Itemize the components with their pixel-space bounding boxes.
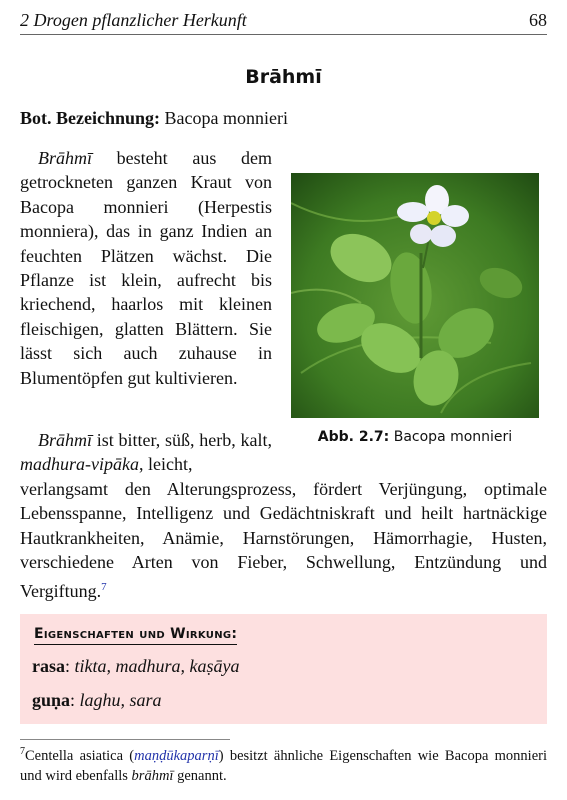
bacopa-photo <box>291 173 539 418</box>
description-paragraph <box>20 146 272 390</box>
effects-text-2: , leicht, <box>138 454 193 475</box>
figure-label: Abb. 2.7: <box>317 429 390 445</box>
description-text: besteht aus dem getrockneten ganzen Kraut von Bacopa monnieri (Herpestis monniera), das in ganz Indien an feuchten Plätzen wächst. Die Pflanze ist klein, aufrecht bis kriechend, haarlos mit kleinen fleischigen, glatten Blättern. Sie lässt sich auch zuhause in Blumentöpfen gut kultivieren. <box>20 148 272 388</box>
effects-paragraph-rest <box>20 477 547 603</box>
footnote-text-1: Centella asiatica ( <box>25 747 135 764</box>
term-brahmi: Brāhmī <box>38 148 92 168</box>
footnote-link-term[interactable]: maṇḍūkaparṇī <box>134 747 219 764</box>
running-header <box>20 8 547 35</box>
page-number: 68 <box>529 10 547 30</box>
effects-text-rest: verlangsamt den Alterungsprozess, fördert Verjüngung, optimale Lebensspanne, Intelligenz und Gedächtniskraft und heilt hartnäckige Hautkrankheiten, Anämie, Harnstörungen, Hämorrhagie, Husten, verschiedene Arten von Fieber, Schwellung, Entzündung und Vergiftung. <box>20 479 547 601</box>
footnote-text-2: ) besitzt ähnliche Eigenschaften wie Bacopa monnieri und wird ebenfalls <box>20 747 547 784</box>
botanical-value: Bacopa monnieri <box>164 108 288 128</box>
term-brahmi-2: Brāhmī <box>38 430 92 450</box>
footnote-rule <box>20 739 230 740</box>
term-madhura-vipaka: madhura-vipāka <box>20 454 139 475</box>
guna-row: guṇa: laghu, sara <box>32 690 162 710</box>
chapter-title: 2 Drogen pflanzlicher Herkunft <box>20 10 247 30</box>
footnote <box>20 742 547 786</box>
footnote-term-brahmi: brāhmī <box>131 767 174 784</box>
properties-box <box>20 614 547 724</box>
botanical-label: Bot. Bezeichnung: <box>20 108 161 128</box>
section-title: Brāhmī <box>245 66 322 88</box>
rasa-row: rasa: tikta, madhura, kaṣāya <box>32 656 240 676</box>
figure-caption <box>291 429 539 445</box>
botanical-name <box>20 108 288 129</box>
footnote-mark: 7 <box>20 746 25 757</box>
rasa-label: rasa <box>32 656 65 676</box>
footnote-reference[interactable]: 7 <box>101 580 107 593</box>
guna-label: guṇa <box>32 690 71 710</box>
effects-text-1: ist bitter, süß, herb, kalt, <box>92 430 272 450</box>
rasa-value: tikta, madhura, kaṣāya <box>74 656 240 676</box>
guna-value: laghu, sara <box>79 690 162 710</box>
effects-paragraph-start <box>20 428 272 477</box>
properties-heading: Eigenschaften und Wirkung: <box>34 626 237 645</box>
figure-caption-text: Bacopa monnieri <box>393 429 513 445</box>
footnote-text-3: genannt. <box>173 767 227 784</box>
